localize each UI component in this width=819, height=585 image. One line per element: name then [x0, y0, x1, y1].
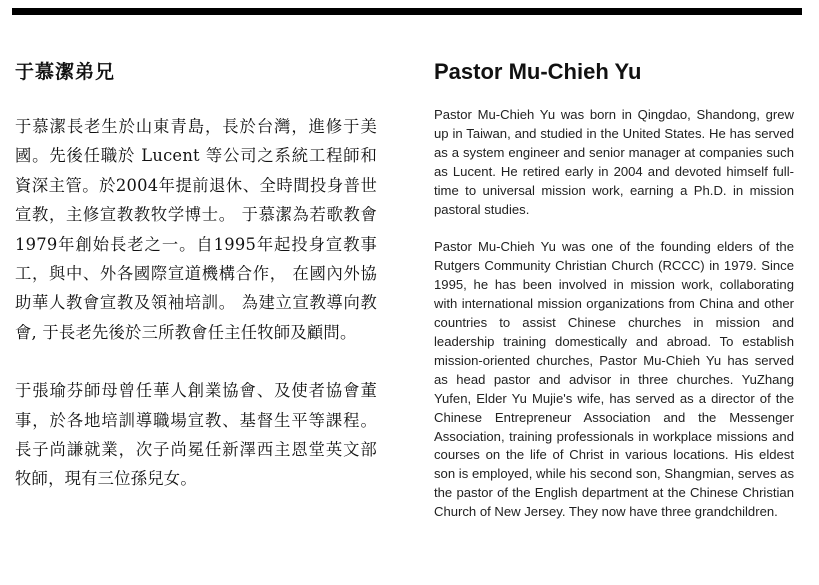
chinese-title: 于慕潔弟兄	[15, 61, 116, 83]
chinese-paragraph-1: 于慕潔長老生於山東青島，長於台灣，進修于美國。先後任職於 Lucent 等公司之系統工程師和資深主管。於2004年提前退休、全時間投身普世宣教，主修宣教教牧学博士。 于慕潔為若歌教會1979年創始長老之一。自1995年起投身宣教事工，與中、外各國際宣道機構合作， 在國內外協助華人教會宣教及領袖培訓。 為建立宣教導向教會, 于長老先後於三所教會任主任牧師及顧問。	[15, 117, 377, 342]
english-paragraph-2: Pastor Mu-Chieh Yu was one of the founding elders of the Rutgers Community Christian Church (RCCC) in 1979. Since 1995, he has been involved in mission work, collaborating with international mission organizations from China and other countries to assist Chinese churches in mission and leadership training domestically and abroad. To establish mission-oriented churches, Pastor Mu-Chieh Yu has served as head pastor and advisor in three churches. YuZhang Yufen, Elder Yu Mujie's wife, has served as a director of the Chinese Entrepreneur Association and the Messenger Association, training professionals in workplace missions and courses on the life of Christ in various locations. His eldest son is employed, while his second son, Shangmian, serves as the pastor of the English department at the Chinese Christian Church of New Jersey. They now have three grandchildren.	[434, 239, 794, 520]
english-title: Pastor Mu-Chieh Yu	[434, 59, 642, 84]
top-divider	[12, 8, 802, 15]
chinese-column	[15, 58, 377, 494]
english-column	[434, 58, 794, 522]
chinese-paragraph-2: 于張瑜芬師母曾任華人創業協會、及使者協會董事，於各地培訓導職場宣教、基督生平等課程。長子尚謙就業，次子尚冕任新澤西主恩堂英文部牧師，現有三位孫兒女。	[15, 381, 377, 489]
english-paragraph-1: Pastor Mu-Chieh Yu was born in Qingdao, Shandong, grew up in Taiwan, and studied in the United States. He has served as a system engineer and senior manager at companies such as Lucent. He retired early in 2004 and devoted himself full-time to universal mission work, earning a Ph.D. in mission pastoral studies.	[434, 107, 794, 217]
